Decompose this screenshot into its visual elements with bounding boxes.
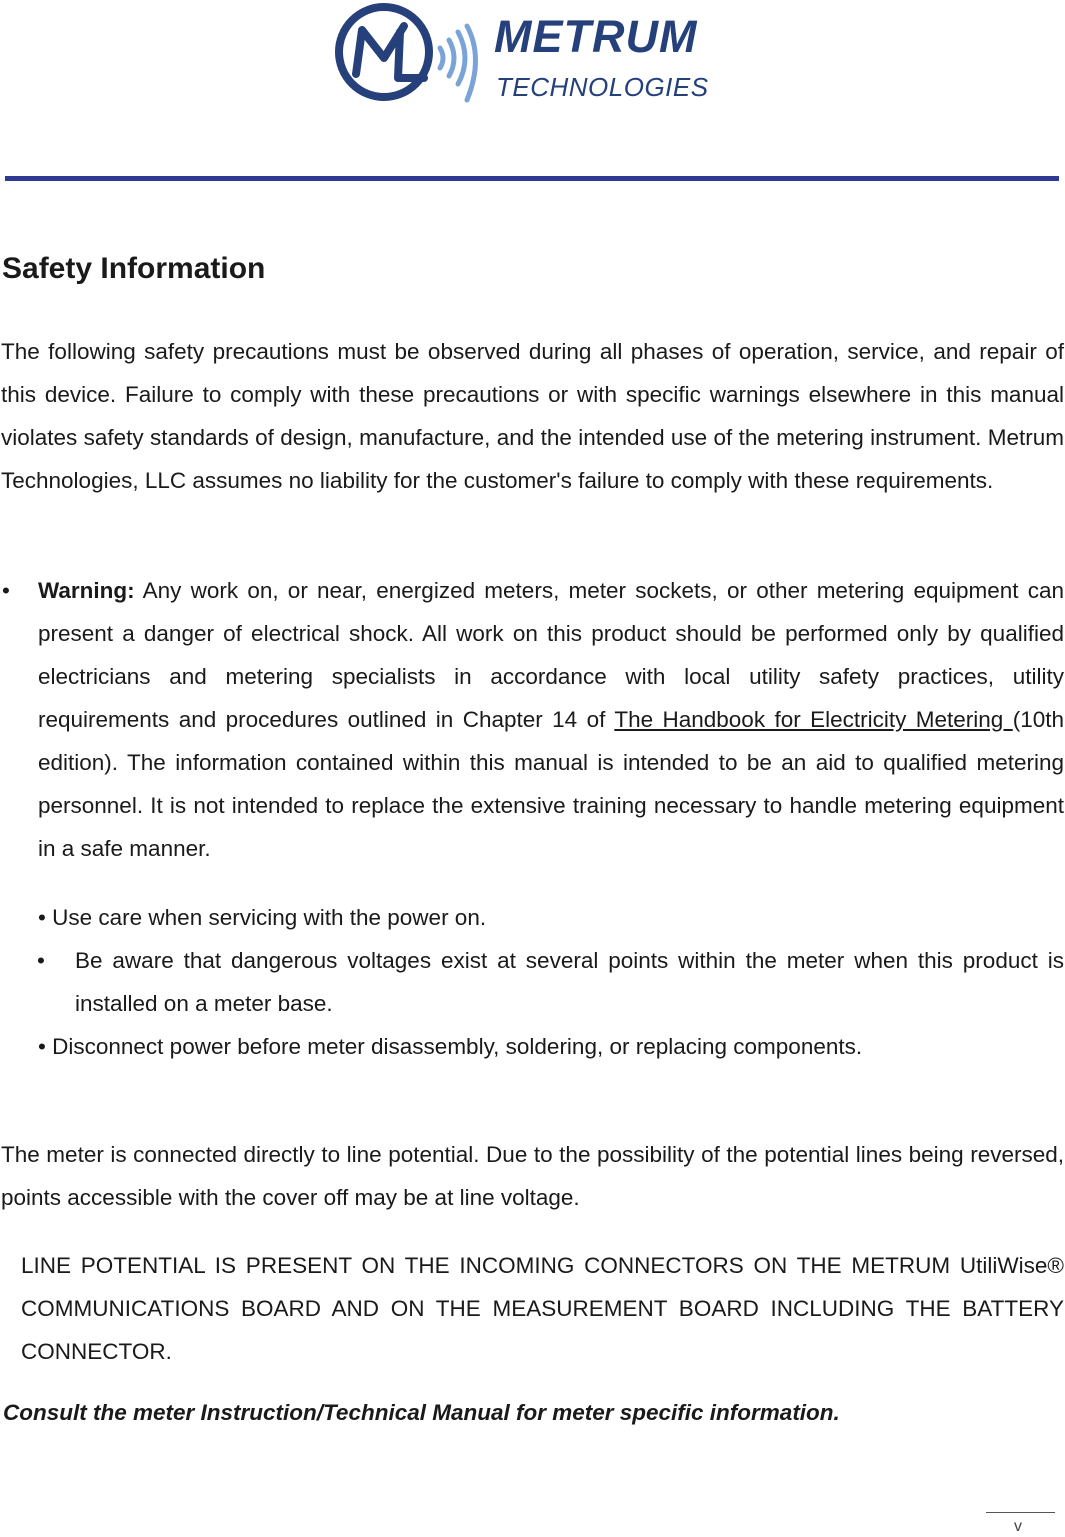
header-divider <box>5 176 1059 181</box>
sub-bullet-disconnect: • Disconnect power before meter disassembly, soldering, or replacing components. <box>38 1034 863 1059</box>
page-title: Safety Information <box>2 252 266 285</box>
consult-manual-note: Consult the meter Instruction/Technical Manual for meter specific information. <box>3 1400 840 1425</box>
handbook-reference: The Handbook for Electricity Metering <box>614 707 1013 732</box>
logo-wordmark: METRUM <box>494 11 698 62</box>
warning-bullet: • <box>2 578 10 603</box>
sub-bullet-marker: • <box>37 948 45 973</box>
sub-bullet-dangerous-voltages <box>37 939 1064 1025</box>
warning-text-continued: (10th edition). The information contained within this manual is intended to be an aid to qualified metering personnel. It is not intended to replace the extensive training necessary to handle metering equipment in a safe manner. <box>38 707 1064 861</box>
warning-block <box>2 569 1064 870</box>
warning-label: Warning: <box>38 578 135 603</box>
metrum-logo <box>332 0 752 108</box>
line-potential-paragraph: The meter is connected directly to line potential. Due to the possibility of the potential lines being reversed, points accessible with the cover off may be at line voltage. <box>1 1142 1064 1210</box>
sub-bullet-power-on: • Use care when servicing with the power on. <box>38 905 487 930</box>
page-number-rule <box>986 1512 1055 1513</box>
logo-subtitle: TECHNOLOGIES <box>496 72 709 102</box>
warning-text: Any work on, or near, energized meters, meter sockets, or other metering equipment can present a danger of electrical shock. All work on this product should be performed only by qualified electricians and metering specialists in accordance with local utility safety practices, utility requirements and procedures outlined in Chapter 14 of <box>38 578 1064 732</box>
metrum-logo-mark-icon <box>332 0 492 108</box>
line-potential-notice: LINE POTENTIAL IS PRESENT ON THE INCOMING CONNECTORS ON THE METRUM UtiliWise® COMMUNICATIONS BOARD AND ON THE MEASUREMENT BOARD INCLUDING THE BATTERY CONNECTOR. <box>21 1253 1064 1364</box>
intro-paragraph: The following safety precautions must be observed during all phases of operation, service, and repair of this device. Failure to comply with these precautions or with specific warnings elsewhere in this manual violates safety standards of design, manufacture, and the intended use of the metering instrument. Metrum Technologies, LLC assumes no liability for the customer's failure to comply with these requirements. <box>1 339 1064 493</box>
page-number: v <box>1014 1518 1022 1535</box>
sub-bullet-text: Be aware that dangerous voltages exist at several points within the meter when this product is installed on a meter base. <box>75 948 1064 1016</box>
